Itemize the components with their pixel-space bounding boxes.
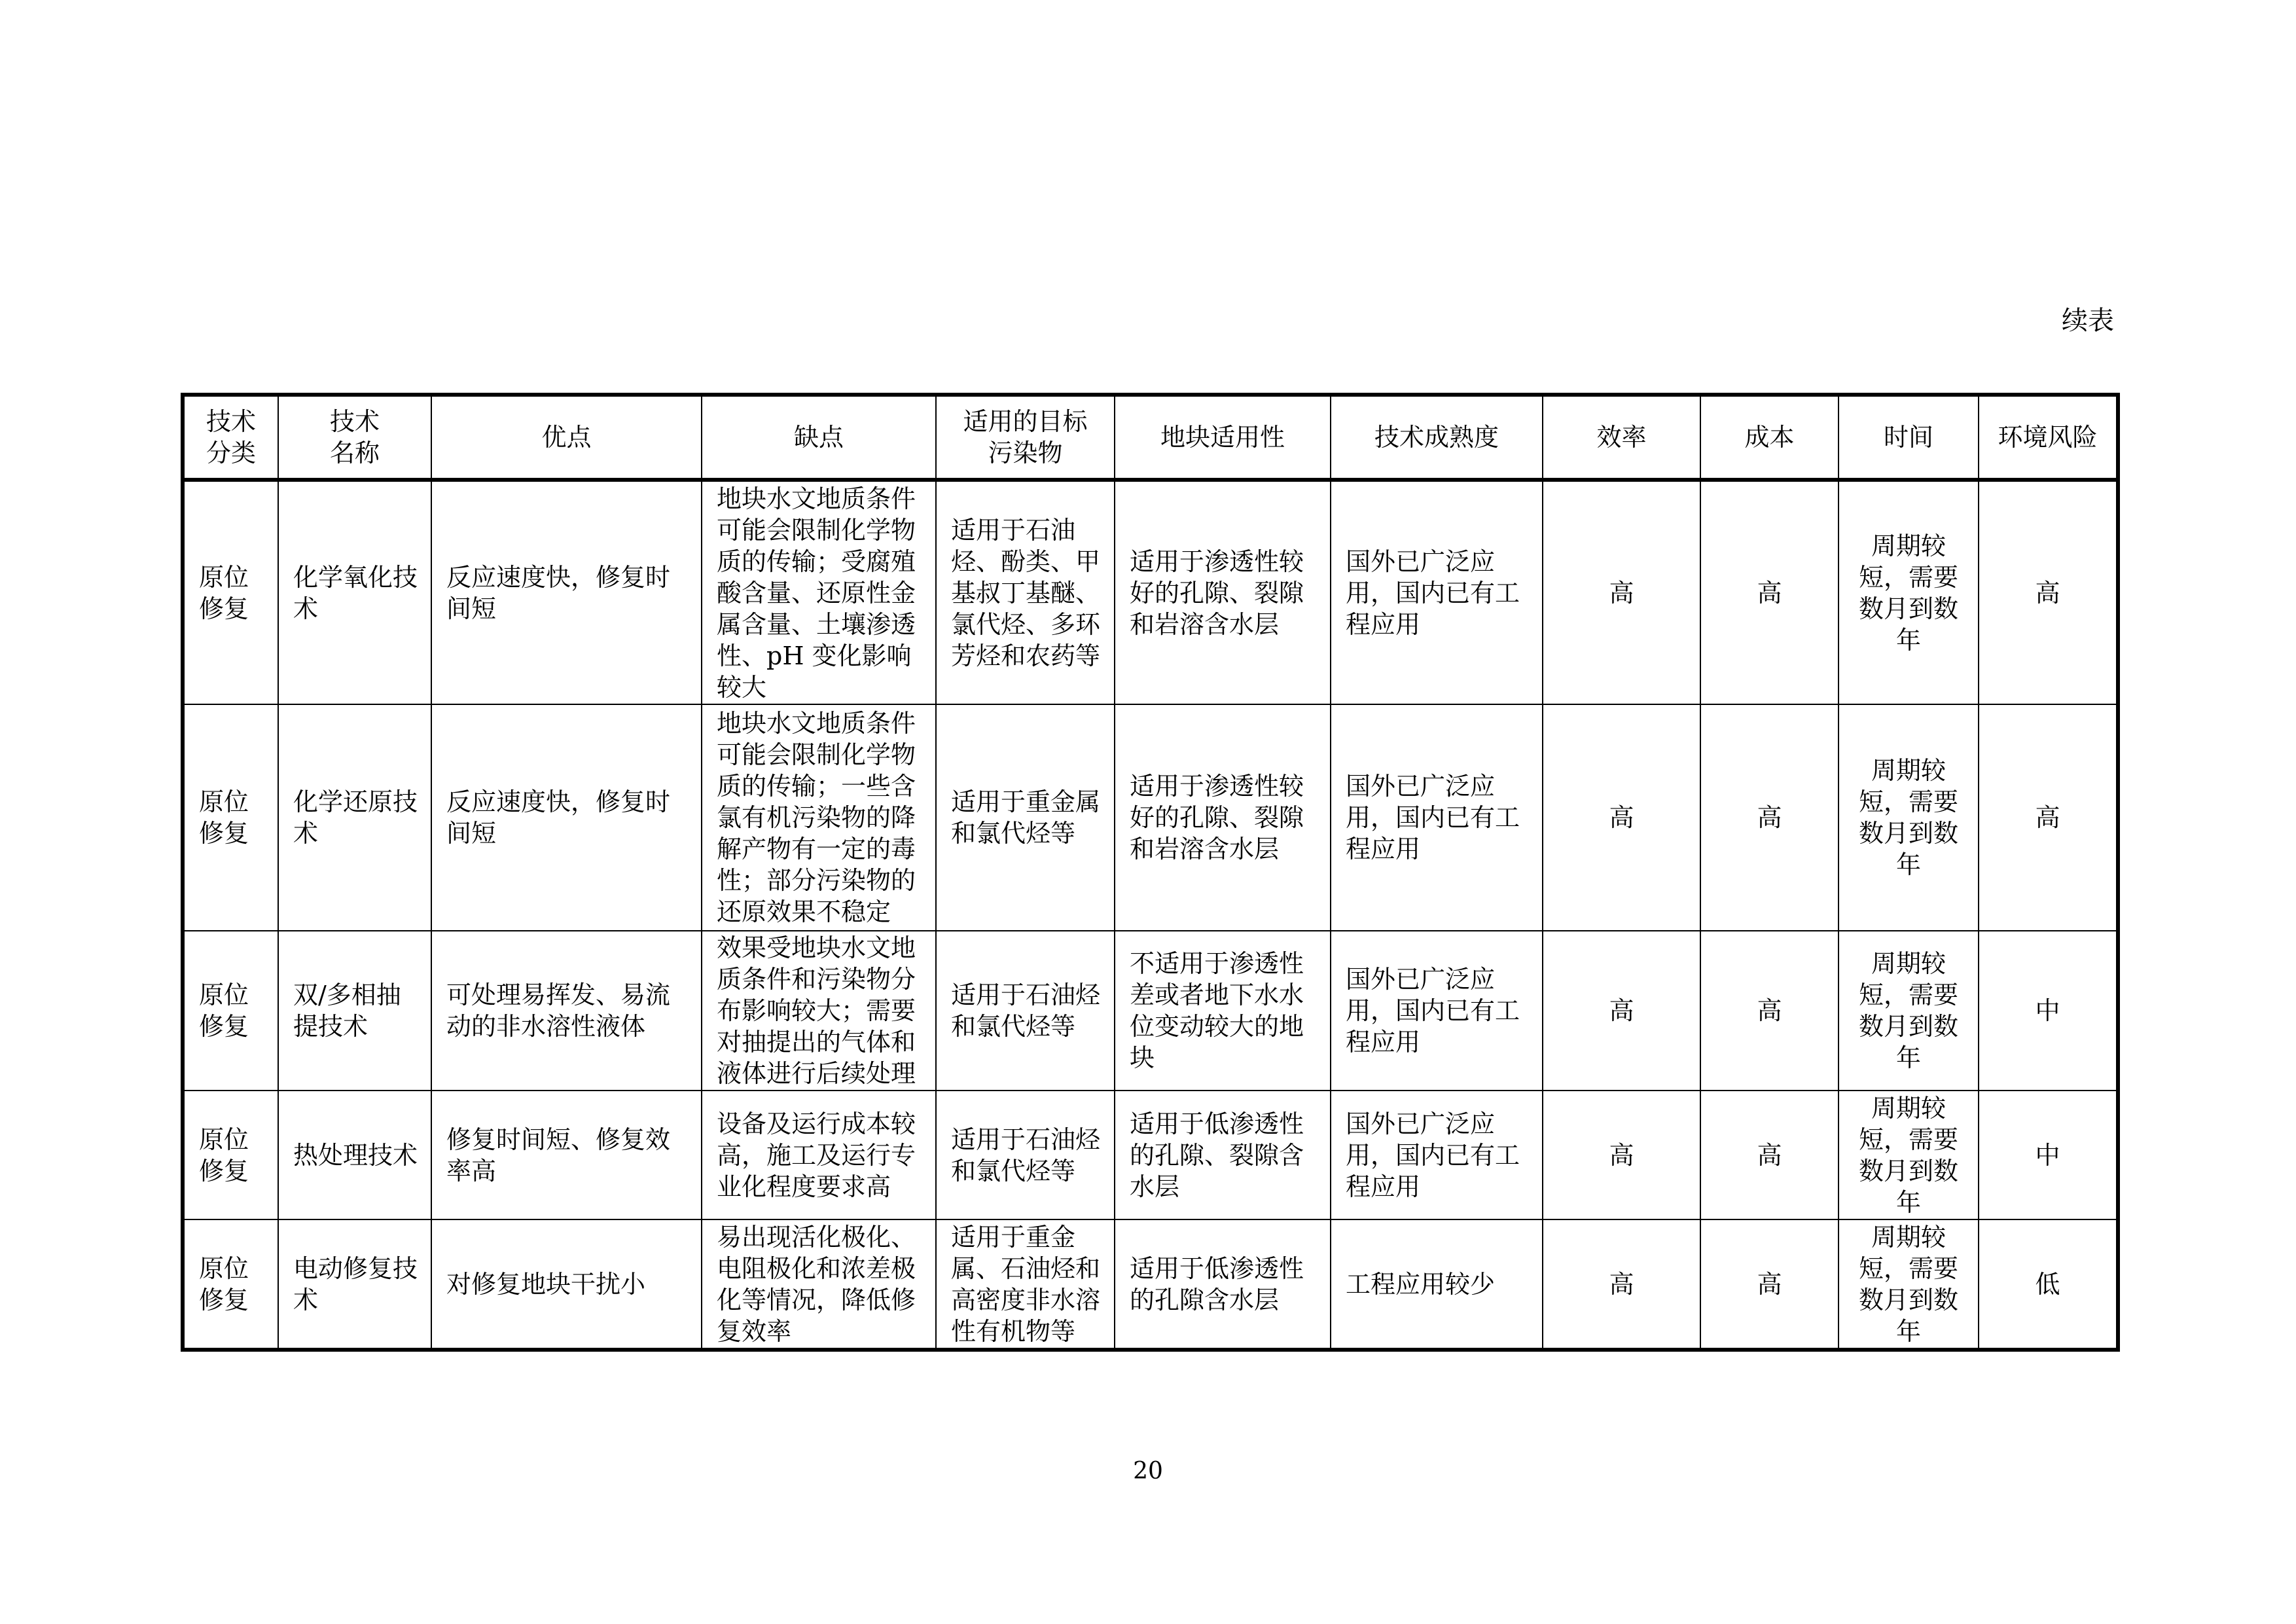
cell-efficiency: 高	[1543, 704, 1700, 930]
cell-maturity: 国外已广泛应用，国内已有工程应用	[1331, 704, 1543, 930]
header-environmental-risk: 环境风险	[1979, 395, 2118, 480]
header-advantages: 优点	[431, 395, 702, 480]
cell-environmental-risk: 低	[1979, 1219, 2118, 1350]
header-time: 时间	[1839, 395, 1979, 480]
table-row	[183, 931, 2118, 1091]
cell-disadvantages: 设备及运行成本较高，施工及运行专业化程度要求高	[702, 1091, 936, 1219]
cell-advantages: 反应速度快，修复时间短	[431, 480, 702, 704]
header-disadvantages: 缺点	[702, 395, 936, 480]
table-row	[183, 480, 2118, 704]
cell-category: 原位修复	[183, 1091, 278, 1219]
cell-advantages: 修复时间短、修复效率高	[431, 1091, 702, 1219]
cell-time: 周期较短，需要数月到数年	[1839, 931, 1979, 1091]
cell-name: 化学还原技术	[278, 704, 431, 930]
cell-site-applicability: 适用于渗透性较好的孔隙、裂隙和岩溶含水层	[1115, 480, 1331, 704]
cell-cost: 高	[1700, 704, 1839, 930]
table-caption: 续表	[2062, 306, 2114, 336]
cell-target-pollutants: 适用于重金属和氯代烃等	[936, 704, 1115, 930]
remediation-technology-table	[181, 393, 2120, 1352]
cell-time: 周期较短，需要数月到数年	[1839, 1091, 1979, 1219]
table-row	[183, 704, 2118, 930]
header-target-pollutants: 适用的目标污染物	[936, 395, 1115, 480]
cell-target-pollutants: 适用于石油烃、酚类、甲基叔丁基醚、氯代烃、多环芳烃和农药等	[936, 480, 1115, 704]
cell-cost: 高	[1700, 480, 1839, 704]
cell-environmental-risk: 中	[1979, 931, 2118, 1091]
cell-site-applicability: 适用于渗透性较好的孔隙、裂隙和岩溶含水层	[1115, 704, 1331, 930]
cell-target-pollutants: 适用于石油烃和氯代烃等	[936, 931, 1115, 1091]
cell-environmental-risk: 中	[1979, 1091, 2118, 1219]
cell-cost: 高	[1700, 1091, 1839, 1219]
header-efficiency: 效率	[1543, 395, 1700, 480]
cell-site-applicability: 适用于低渗透性的孔隙含水层	[1115, 1219, 1331, 1350]
header-site-applicability: 地块适用性	[1115, 395, 1331, 480]
cell-maturity: 国外已广泛应用，国内已有工程应用	[1331, 480, 1543, 704]
cell-maturity: 国外已广泛应用，国内已有工程应用	[1331, 1091, 1543, 1219]
cell-disadvantages: 效果受地块水文地质条件和污染物分布影响较大；需要对抽提出的气体和液体进行后续处理	[702, 931, 936, 1091]
cell-environmental-risk: 高	[1979, 704, 2118, 930]
header-category: 技术分类	[183, 395, 278, 480]
cell-environmental-risk: 高	[1979, 480, 2118, 704]
cell-target-pollutants: 适用于石油烃和氯代烃等	[936, 1091, 1115, 1219]
cell-maturity: 工程应用较少	[1331, 1219, 1543, 1350]
cell-site-applicability: 适用于低渗透性的孔隙、裂隙含水层	[1115, 1091, 1331, 1219]
cell-name: 电动修复技术	[278, 1219, 431, 1350]
cell-cost: 高	[1700, 931, 1839, 1091]
cell-time: 周期较短，需要数月到数年	[1839, 480, 1979, 704]
cell-category: 原位修复	[183, 704, 278, 930]
cell-category: 原位修复	[183, 480, 278, 704]
cell-efficiency: 高	[1543, 480, 1700, 704]
cell-efficiency: 高	[1543, 931, 1700, 1091]
cell-efficiency: 高	[1543, 1219, 1700, 1350]
cell-disadvantages: 易出现活化极化、电阻极化和浓差极化等情况，降低修复效率	[702, 1219, 936, 1350]
cell-maturity: 国外已广泛应用，国内已有工程应用	[1331, 931, 1543, 1091]
cell-target-pollutants: 适用于重金属、石油烃和高密度非水溶性有机物等	[936, 1219, 1115, 1350]
cell-efficiency: 高	[1543, 1091, 1700, 1219]
cell-category: 原位修复	[183, 931, 278, 1091]
table-header-row	[183, 395, 2118, 480]
cell-advantages: 反应速度快，修复时间短	[431, 704, 702, 930]
cell-cost: 高	[1700, 1219, 1839, 1350]
cell-advantages: 对修复地块干扰小	[431, 1219, 702, 1350]
header-name: 技术名称	[278, 395, 431, 480]
cell-name: 化学氧化技术	[278, 480, 431, 704]
header-cost: 成本	[1700, 395, 1839, 480]
table-row	[183, 1091, 2118, 1219]
cell-name: 双/多相抽提技术	[278, 931, 431, 1091]
cell-disadvantages: 地块水文地质条件可能会限制化学物质的传输；受腐殖酸含量、还原性金属含量、土壤渗透性、pH 变化影响较大	[702, 480, 936, 704]
cell-name: 热处理技术	[278, 1091, 431, 1219]
cell-disadvantages: 地块水文地质条件可能会限制化学物质的传输；一些含氯有机污染物的降解产物有一定的毒性；部分污染物的还原效果不稳定	[702, 704, 936, 930]
cell-advantages: 可处理易挥发、易流动的非水溶性液体	[431, 931, 702, 1091]
cell-category: 原位修复	[183, 1219, 278, 1350]
cell-time: 周期较短，需要数月到数年	[1839, 704, 1979, 930]
page-number: 20	[1133, 1458, 1163, 1485]
cell-site-applicability: 不适用于渗透性差或者地下水水位变动较大的地块	[1115, 931, 1331, 1091]
cell-time: 周期较短，需要数月到数年	[1839, 1219, 1979, 1350]
header-maturity: 技术成熟度	[1331, 395, 1543, 480]
table-row	[183, 1219, 2118, 1350]
